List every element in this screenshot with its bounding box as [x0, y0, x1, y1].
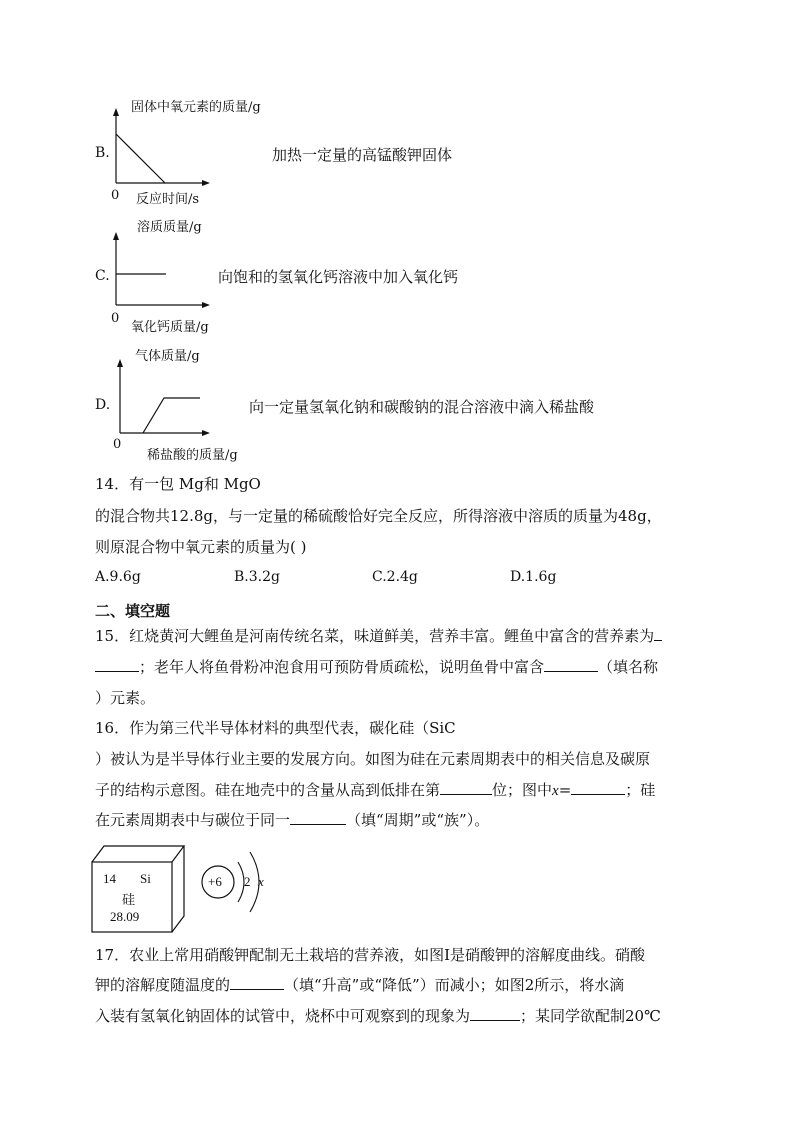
element-name: 硅	[122, 893, 136, 908]
element-symbol: Si	[140, 871, 151, 886]
q17-text-2a: 钾的溶解度随温度的	[95, 976, 231, 994]
q16-var-x: x	[552, 783, 559, 799]
option-b-origin: 0	[111, 188, 120, 203]
q16-text-3a: 子的结构示意图。硅在地壳中的含量从高到低排在第	[95, 781, 441, 799]
q14-choice-c[interactable]: C.2.4g	[372, 569, 418, 585]
q15-line-3: ）元素。	[95, 689, 156, 707]
option-b-letter[interactable]: B.	[95, 145, 110, 161]
q17-text-2b: （填“升高”或“降低”）而减小；如图2所示，将水滴	[284, 976, 625, 994]
q14-choice-b[interactable]: B.3.2g	[234, 569, 280, 585]
q16-line-1: 16．作为第三代半导体材料的典型代表，碳化硅（SiC	[95, 719, 456, 737]
atom-shell-1-count: 2	[244, 874, 251, 889]
q16-text-4a: 在元素周期表中与碳位于同一	[95, 811, 291, 829]
option-c-description: 向饱和的氢氧化钙溶液中加入氧化钙	[218, 268, 459, 286]
q14-choice-a[interactable]: A.9.6g	[95, 569, 141, 585]
q17-line-1: 17．农业上常用硝酸钾配制无土栽培的营养液，如图Ⅰ是硝酸钾的溶解度曲线。硝酸	[95, 946, 646, 964]
atom-nucleus-charge: +6	[208, 874, 222, 889]
option-c-x-label: 氧化钙质量/g	[131, 320, 209, 335]
q16-line-2: ）被认为是半导体行业主要的发展方向。如图为硅在元素周期表中的相关信息及碳原	[95, 750, 651, 768]
element-atomic-number: 14	[103, 871, 116, 886]
q17-text-3b: ；某同学欲配制20℃	[520, 1007, 661, 1025]
q14-line-1: 14．有一包 Mg和 MgO	[95, 475, 261, 493]
option-d-origin: 0	[113, 437, 122, 452]
section-title: 二、填空题	[95, 602, 171, 620]
q15-text-2b: （填名称	[598, 658, 659, 676]
q14-line-2: 的混合物共12.8g，与一定量的稀硫酸恰好完全反应，所得溶液中溶质的质量为48g，	[95, 507, 662, 525]
option-c-origin: 0	[111, 311, 120, 326]
option-b-description: 加热一定量的高锰酸钾固体	[272, 146, 453, 164]
option-d-y-label: 气体质量/g	[135, 349, 200, 364]
q17-blank-2[interactable]	[470, 1006, 520, 1021]
option-d-x-label: 稀盐酸的质量/g	[147, 448, 238, 463]
q16-text-4b: （填“周期”或“族”）。	[346, 811, 490, 829]
option-d-letter[interactable]: D.	[95, 397, 111, 413]
option-b-y-label: 固体中氧元素的质量/g	[131, 100, 261, 115]
q16-text-3b: 位；图中	[492, 781, 553, 799]
q17-line-2	[95, 975, 624, 995]
q17-text-3a: 入装有氢氧化钠固体的试管中，烧杯中可观察到的现象为	[95, 1007, 471, 1025]
option-c-y-label: 溶质质量/g	[137, 220, 202, 235]
q17-line-3	[95, 1006, 661, 1026]
atom-shell-2-count: x	[258, 874, 264, 889]
q15-text-1: 15．红烧黄河大鲤鱼是河南传统名菜，味道鲜美，营养丰富。鲤鱼中富含的营养素为	[95, 627, 655, 645]
q16-text-3c: =	[558, 781, 572, 799]
option-b-x-label: 反应时间/s	[136, 192, 200, 207]
q17-blank-1[interactable]	[230, 975, 284, 990]
element-mass: 28.09	[110, 909, 140, 924]
q16-text-3d: ；硅	[625, 781, 656, 799]
option-c-letter[interactable]: C.	[95, 268, 110, 284]
q14-line-3: 则原混合物中氧元素的质量为( )	[95, 538, 307, 556]
q14-choice-d[interactable]: D.1.6g	[510, 569, 557, 585]
q15-text-2a: ；老年人将鱼骨粉冲泡食用可预防骨质疏松，说明鱼骨中富含	[139, 658, 545, 676]
option-d-description: 向一定量氢氧化钠和碳酸钠的混合溶液中滴入稀盐酸	[249, 398, 595, 416]
